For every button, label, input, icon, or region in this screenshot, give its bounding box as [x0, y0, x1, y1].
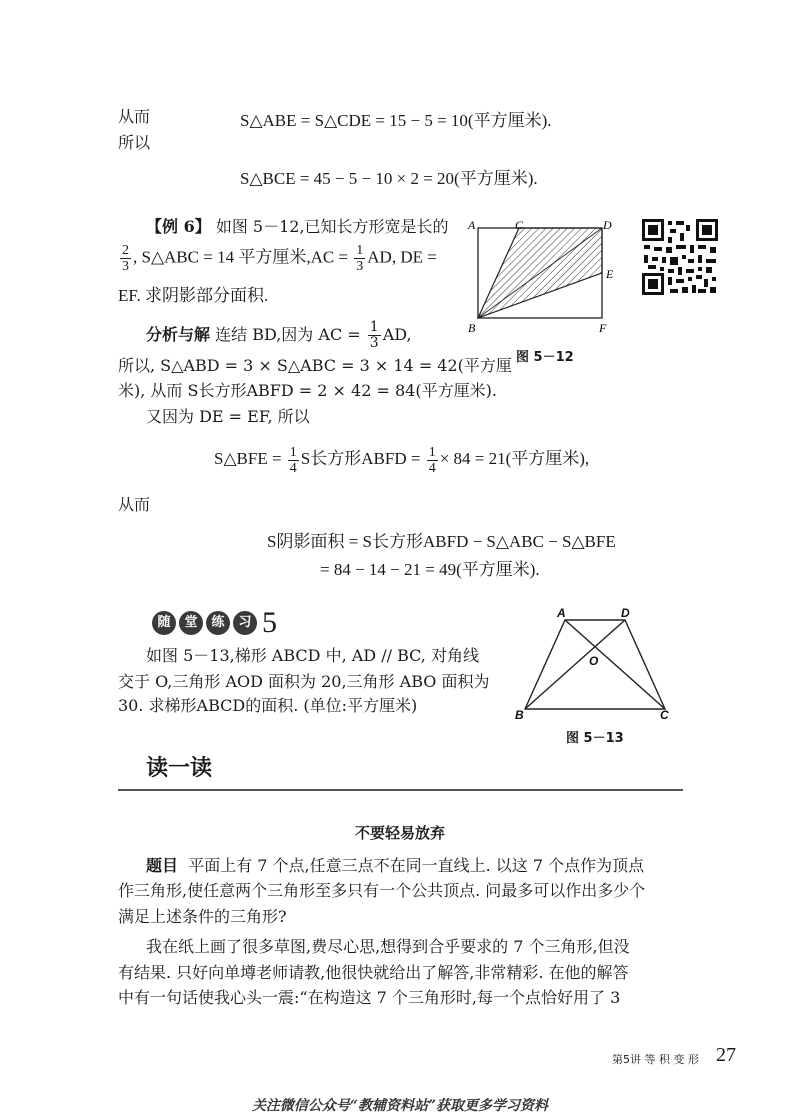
label-d: D [621, 606, 630, 620]
example-tag: 【例 6】 [146, 217, 211, 236]
qr-code [640, 217, 720, 297]
fraction-quarter: $\frac{1}{4}$ [289, 444, 297, 476]
divider [118, 789, 683, 791]
label-o: O [589, 654, 599, 668]
figure-5-12 [460, 215, 620, 365]
problem-line1: 题目 平面上有 7 个点,任意三点不在同一直线上. 以这 7 个点作为顶点 [146, 856, 645, 875]
label-b: B [468, 321, 476, 335]
practice-number: 5 [262, 606, 277, 639]
label-a: A [557, 606, 566, 620]
text-congerB: 从而 [118, 495, 151, 514]
article-title: 不要轻易放弃 [354, 824, 445, 842]
equation-1: S△ABE = S△CDE = 15 − 5 = 10(平方厘米). [240, 111, 552, 130]
para2-line1: 我在纸上画了很多草图,费尽心思,想得到合乎要求的 7 个三角形,但没 [146, 937, 630, 956]
label-f: F [599, 321, 607, 335]
equation-4a: S阴影面积 = S长方形ABFD − S△ABC − S△BFE [267, 532, 616, 551]
analysis-line4: 又因为 DE = EF, 所以 [146, 407, 310, 426]
practice-header [152, 606, 277, 640]
practice-line3: 30. 求梯形ABCD的面积. (单位:平方厘米) [118, 696, 418, 715]
fraction-ac: $\frac{1}{3}$ [356, 243, 364, 274]
equation-4b: = 84 − 14 − 21 = 49(平方厘米). [320, 560, 540, 579]
problem-line2: 作三角形,使任意两个三角形至多只有一个公共顶点. 问最多可以作出多少个 [118, 881, 646, 900]
fraction-quarter-2: $\frac{1}{4}$ [428, 444, 436, 476]
watermark: 关注微信公众号“教辅资料站”获取更多学习资料 [251, 1098, 549, 1114]
caption-fig-5-12: 图 5－12 [516, 350, 574, 365]
example-block [146, 217, 449, 237]
label-c: C [660, 708, 669, 722]
practice-line2: 交于 O,三角形 AOD 面积为 20,三角形 ABO 面积为 [118, 672, 490, 691]
text-congerA: 从而 [118, 107, 151, 126]
practice-char-4: 习 [233, 611, 257, 635]
practice-char-3: 练 [206, 611, 230, 635]
diagonal-ac [565, 620, 665, 709]
label-c: C [515, 218, 524, 232]
figure-5-13 [505, 605, 685, 727]
para2-line3: 中有一句话使我心头一震:“在构造这 7 个三角形时,每一个点恰好用了 3 [118, 988, 621, 1007]
section-title-reading: 读一读 [146, 756, 213, 781]
label-a: A [468, 218, 476, 232]
label-b: B [515, 708, 524, 722]
diagonal-bd [525, 620, 625, 709]
analysis-line3: 米), 从而 S长方形ABFD = 2 × 42 = 84(平方厘米). [118, 381, 497, 400]
page-number: 27 [716, 1044, 736, 1066]
footer-lecture: 第5讲 等 积 变 形 [612, 1053, 699, 1066]
practice-char-2: 堂 [179, 611, 203, 635]
equation-2: S△BCE = 45 − 5 − 10 × 2 = 20(平方厘米). [240, 169, 538, 188]
analysis-line1: 分析与解 连结 BD,因为 AC = $\frac{1}{3}$ AD, [146, 319, 412, 351]
analysis-line2: 所以, S△ABD = 3 × S△ABC = 3 × 14 = 42(平方厘 [118, 356, 512, 375]
fraction-width-length: $\frac{2}{3}$ [122, 243, 129, 274]
example-line2: $\frac{2}{3}$ , S△ABC = 14 平方厘米,AC = $\frac{1}{3}$ AD, DE = [122, 243, 437, 274]
label-e: E [606, 267, 614, 281]
problem-tag: 题目 [146, 856, 179, 875]
practice-char-1: 随 [152, 611, 176, 635]
practice-line1: 如图 5－13,梯形 ABCD 中, AD // BC, 对角线 [146, 646, 479, 665]
example-line1: 如图 5－12,已知长方形宽是长的 [215, 217, 449, 236]
equation-3: S△BFE = $\frac{1}{4}$ S长方形ABFD = $\frac{1}{4}$ × 84 = 21(平方厘米), [214, 444, 590, 476]
label-d: D [603, 218, 612, 232]
para2-line2: 有结果. 只好向单墫老师请教,他很快就给出了解答,非常精彩. 在他的解答 [118, 963, 629, 982]
text-suoyi: 所以 [118, 133, 151, 152]
fraction-ac-2: $\frac{1}{3}$ [369, 319, 379, 351]
example-line3: EF. 求阴影部分面积. [118, 286, 269, 305]
problem-line3: 满足上述条件的三角形? [118, 907, 287, 926]
analysis-tag: 分析与解 [146, 325, 211, 344]
caption-fig-5-13: 图 5－13 [566, 731, 624, 746]
